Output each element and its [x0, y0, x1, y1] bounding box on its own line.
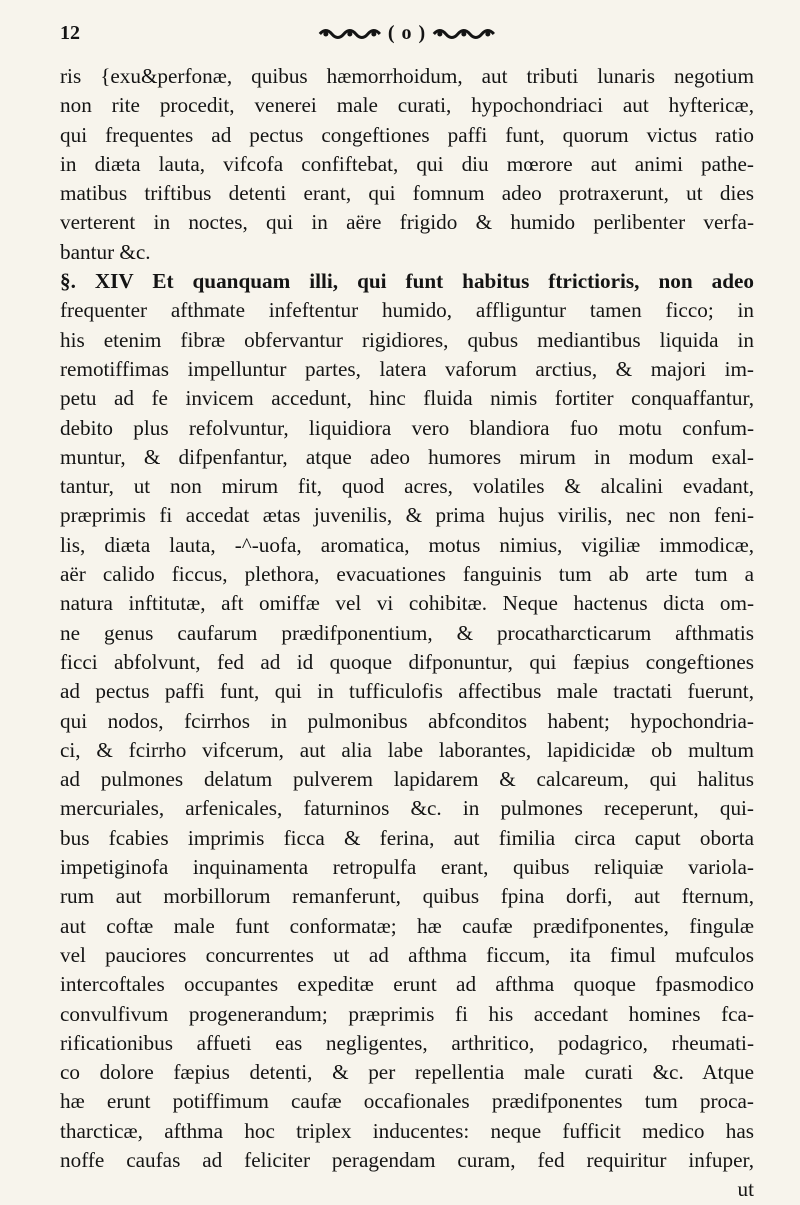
text-line: qui frequentes ad pectus congeftiones paffi funt, quorum victus ratio [60, 122, 754, 147]
text-line: hæ erunt potiffimum caufæ occafionales prædifponentes tum proca- [60, 1089, 754, 1114]
text-line: impetiginofa inquinamenta retropulfa erant, quibus reliquiæ variola- [60, 855, 754, 880]
text-line: ad pectus paffi funt, qui in tufficulofis affectibus male tractati fuerunt, [60, 679, 754, 704]
text-line: debito plus refolvuntur, liquidiora vero blandiora fuo motu confum- [60, 415, 754, 440]
signature-mark: ( o ) [387, 22, 427, 44]
text-line: aut coftæ male funt conformatæ; hæ caufæ prædifponentes, fingulæ [60, 913, 754, 938]
section-heading-line: §. XIV Et quanquam illi, qui funt habitus ftrictioris, non adeo [60, 269, 754, 294]
text-line: lis, diæta lauta, -^-uofa, aromatica, motus nimius, vigiliæ immodicæ, [60, 532, 754, 557]
page-number: 12 [60, 22, 80, 44]
page-header [60, 22, 754, 52]
text-line: ci, & fcirrho vifcerum, aut alia labe laborantes, lapidicidæ ob multum [60, 737, 754, 762]
text-line: natura inftitutæ, aft omiffæ vel vi cohibitæ. Neque hactenus dicta om- [60, 591, 754, 616]
text-line: aër calido ficcus, plethora, evacuationes fanguinis tum ab arte tum a [60, 562, 754, 587]
text-line: bus fcabies imprimis ficca & ferina, aut fimilia circa caput oborta [60, 825, 754, 850]
left-ornament-icon [318, 26, 382, 42]
text-line: his etenim fibræ obfervantur rigidiores, qubus mediantibus liquida in [60, 327, 754, 352]
text-line: tantur, ut non mirum fit, quod acres, volatiles & alcalini evadant, [60, 474, 754, 499]
text-line: verterent in noctes, qui in aëre frigido & humido perlibenter verfa- [60, 210, 754, 235]
text-line: non rite procedit, venerei male curati, hypochondriaci aut hyftericæ, [60, 93, 754, 118]
text-line: matibus triftibus detenti erant, qui fomnum adeo protraxerunt, ut dies [60, 181, 754, 206]
text-line: muntur, & difpenfantur, atque adeo humores mirum in modum exal- [60, 444, 754, 469]
text-line: petu ad fe invicem accedunt, hinc fluida nimis fortiter conquaffantur, [60, 386, 754, 411]
catchword: ut [737, 1177, 754, 1202]
text-line: remotiffimas impelluntur partes, latera vaforum arctius, & majori im- [60, 356, 754, 381]
text-line: co dolore fæpius detenti, & per repellentia male curati &c. Atque [60, 1060, 754, 1085]
text-line: ad pulmones delatum pulverem lapidarem & calcareum, qui halitus [60, 767, 754, 792]
running-head [318, 22, 496, 45]
text-line: noffe caufas ad feliciter peragendam curam, fed requiritur infuper, [60, 1147, 754, 1172]
text-line: qui nodos, fcirrhos in pulmonibus abfconditos habent; hypochondria- [60, 708, 754, 733]
text-line: tharcticæ, afthma hoc triplex inducentes: neque fufficit medico has [60, 1118, 754, 1143]
text-line: mercuriales, arfenicales, faturninos &c. in pulmones receperunt, qui- [60, 796, 754, 821]
text-line: convulfivum progenerandum; præprimis fi his accedant homines fca- [60, 1001, 754, 1026]
text-line: frequenter afthmate infeftentur humido, affliguntur tamen ficco; in [60, 298, 754, 323]
body-text [60, 62, 754, 1205]
text-line: in diæta lauta, vifcofa confiftebat, qui diu mœrore aut animi pathe- [60, 151, 754, 176]
right-ornament-icon [432, 26, 496, 42]
text-line: præprimis fi accedat ætas juvenilis, & prima hujus virilis, nec non feni- [60, 503, 754, 528]
text-line: ne genus caufarum prædifponentium, & procatharcticarum afthmatis [60, 620, 754, 645]
text-line: vel pauciores concurrentes ut ad afthma ficcum, ita fimul mufculos [60, 942, 754, 967]
text-line: intercoftales occupantes expeditæ erunt ad afthma quoque fpasmodico [60, 972, 754, 997]
text-line: bantur &c. [60, 239, 151, 264]
text-line: rificationibus affueti eas negligentes, arthritico, podagrico, rheumati- [60, 1030, 754, 1055]
text-line: rum aut morbillorum remanferunt, quibus fpina dorfi, aut fternum, [60, 884, 754, 909]
text-line: ris {exu&perfonæ, quibus hæmorrhoidum, aut tributi lunaris negotium [60, 64, 754, 88]
text-line: ficci abfolvunt, fed ad id quoque difponuntur, qui fæpius congeftiones [60, 649, 754, 674]
